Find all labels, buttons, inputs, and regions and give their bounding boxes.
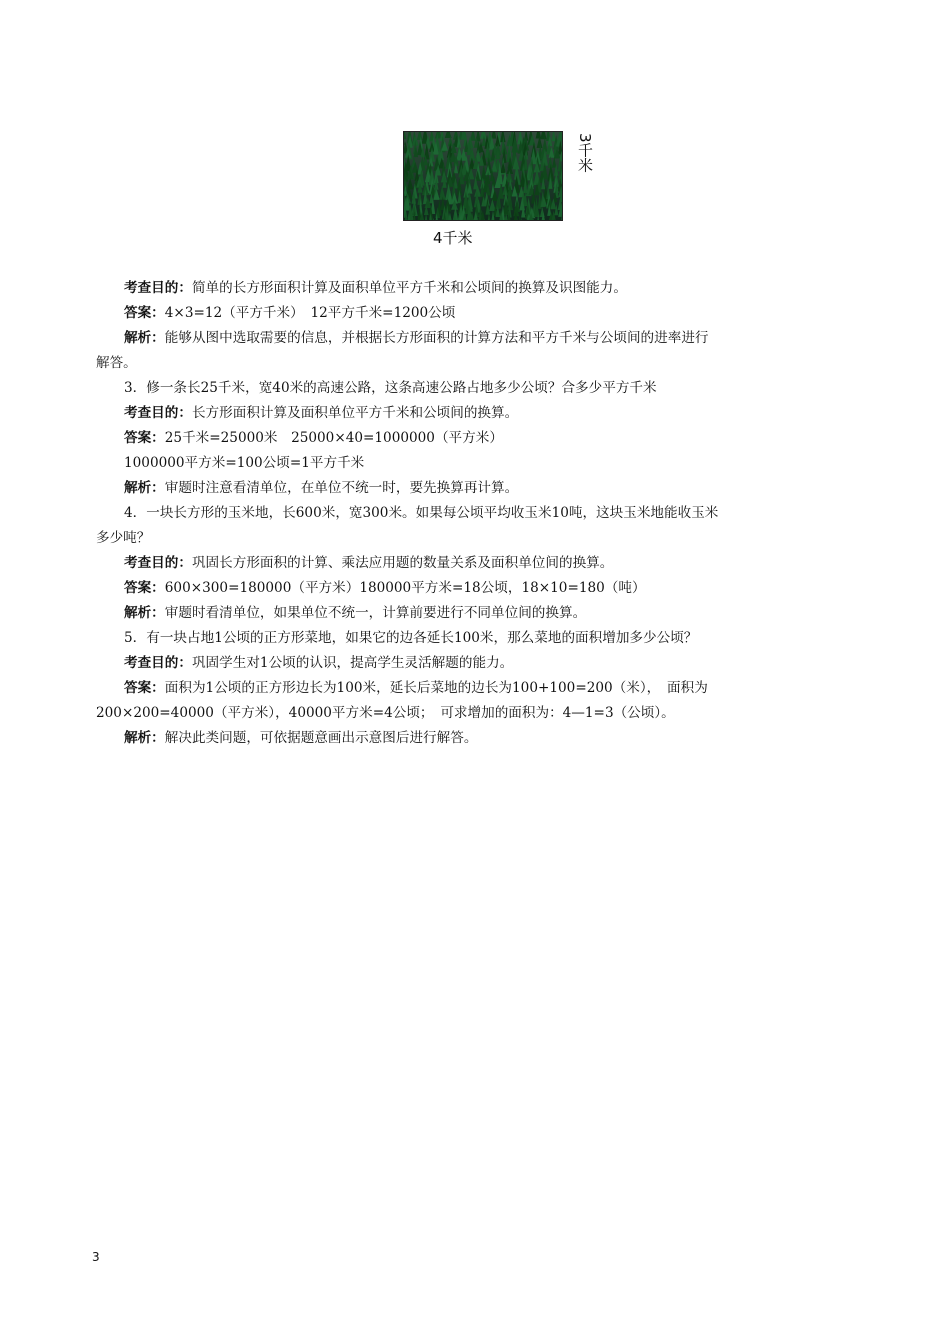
line-text: 能够从图中选取需要的信息，并根据长方形面积的计算方法和平方千米与公顷间的进率进行 [164, 330, 709, 346]
height-label: 3千米 [576, 133, 594, 173]
line-text: 200×200=40000（平方米），40000平方米=4公顷； 可求增加的面积为：4—1=3（公顷）。 [96, 705, 675, 721]
line-text: 巩固长方形面积的计算、乘法应用题的数量关系及面积单位间的换算。 [191, 555, 614, 571]
text-line [124, 426, 864, 451]
line-text: 4．一块长方形的玉米地，长600米，宽300米。如果每公顷平均收玉米10吨，这块玉米地能收玉米 [124, 505, 719, 521]
line-label: 考查目的： [124, 655, 192, 671]
width-label: 4千米 [433, 229, 473, 247]
line-label: 解析： [124, 330, 165, 346]
line-text: 巩固学生对1公顷的认识，提高学生灵活解题的能力。 [191, 655, 514, 671]
text-line [124, 676, 864, 701]
line-label: 解析： [124, 480, 165, 496]
line-text: 审题时看清单位，如果单位不统一，计算前要进行不同单位间的换算。 [164, 605, 587, 621]
forest-figure [0, 0, 950, 260]
text-line [124, 601, 864, 626]
line-text: 600×300=180000（平方米）180000平方米=18公顷，18×10=180（吨） [164, 580, 646, 596]
page-number: 3 [92, 1250, 100, 1264]
line-text: 5．有一块占地1公顷的正方形菜地，如果它的边各延长100米，那么菜地的面积增加多少公顷？ [124, 630, 698, 646]
line-text: 1000000平方米=100公顷=1平方千米 [124, 455, 365, 471]
line-text: 长方形面积计算及面积单位平方千米和公顷间的换算。 [191, 405, 519, 421]
text-line [124, 326, 864, 351]
line-text: 3．修一条长25千米，宽40米的高速公路，这条高速公路占地多少公顷？合多少平方千米 [124, 380, 657, 396]
text-line [124, 301, 864, 326]
line-text: 4×3=12（平方千米） 12平方千米=1200公顷 [164, 305, 456, 321]
line-text: 面积为1公顷的正方形边长为100米，延长后菜地的边长为100+100=200（米）， 面积为 [164, 680, 708, 696]
text-line [96, 351, 864, 376]
text-line [124, 376, 864, 401]
line-text: 简单的长方形面积计算及面积单位平方千米和公顷间的换算及识图能力。 [191, 280, 627, 296]
text-line [124, 626, 864, 651]
forest-image [404, 132, 562, 220]
line-label: 考查目的： [124, 280, 192, 296]
line-label: 解析： [124, 730, 165, 746]
text-line [124, 501, 864, 526]
line-text: 解答。 [96, 355, 137, 371]
document-body [96, 276, 864, 751]
text-line [124, 476, 864, 501]
line-label: 答案： [124, 430, 165, 446]
line-label: 答案： [124, 305, 165, 321]
text-line [124, 576, 864, 601]
text-line [124, 651, 864, 676]
line-label: 答案： [124, 580, 165, 596]
text-line [96, 526, 864, 551]
text-line [124, 401, 864, 426]
line-label: 考查目的： [124, 405, 192, 421]
text-line [124, 726, 864, 751]
text-line [124, 451, 864, 476]
line-label: 解析： [124, 605, 165, 621]
line-label: 考查目的： [124, 555, 192, 571]
line-text: 25千米=25000米 25000×40=1000000（平方米） [164, 430, 503, 446]
line-text: 多少吨？ [96, 530, 151, 546]
text-line [96, 701, 864, 726]
text-line [124, 551, 864, 576]
line-label: 答案： [124, 680, 165, 696]
line-text: 审题时注意看清单位，在单位不统一时，要先换算再计算。 [164, 480, 519, 496]
text-line [124, 276, 864, 301]
forest-photo [403, 131, 563, 221]
line-text: 解决此类问题，可依据题意画出示意图后进行解答。 [164, 730, 478, 746]
